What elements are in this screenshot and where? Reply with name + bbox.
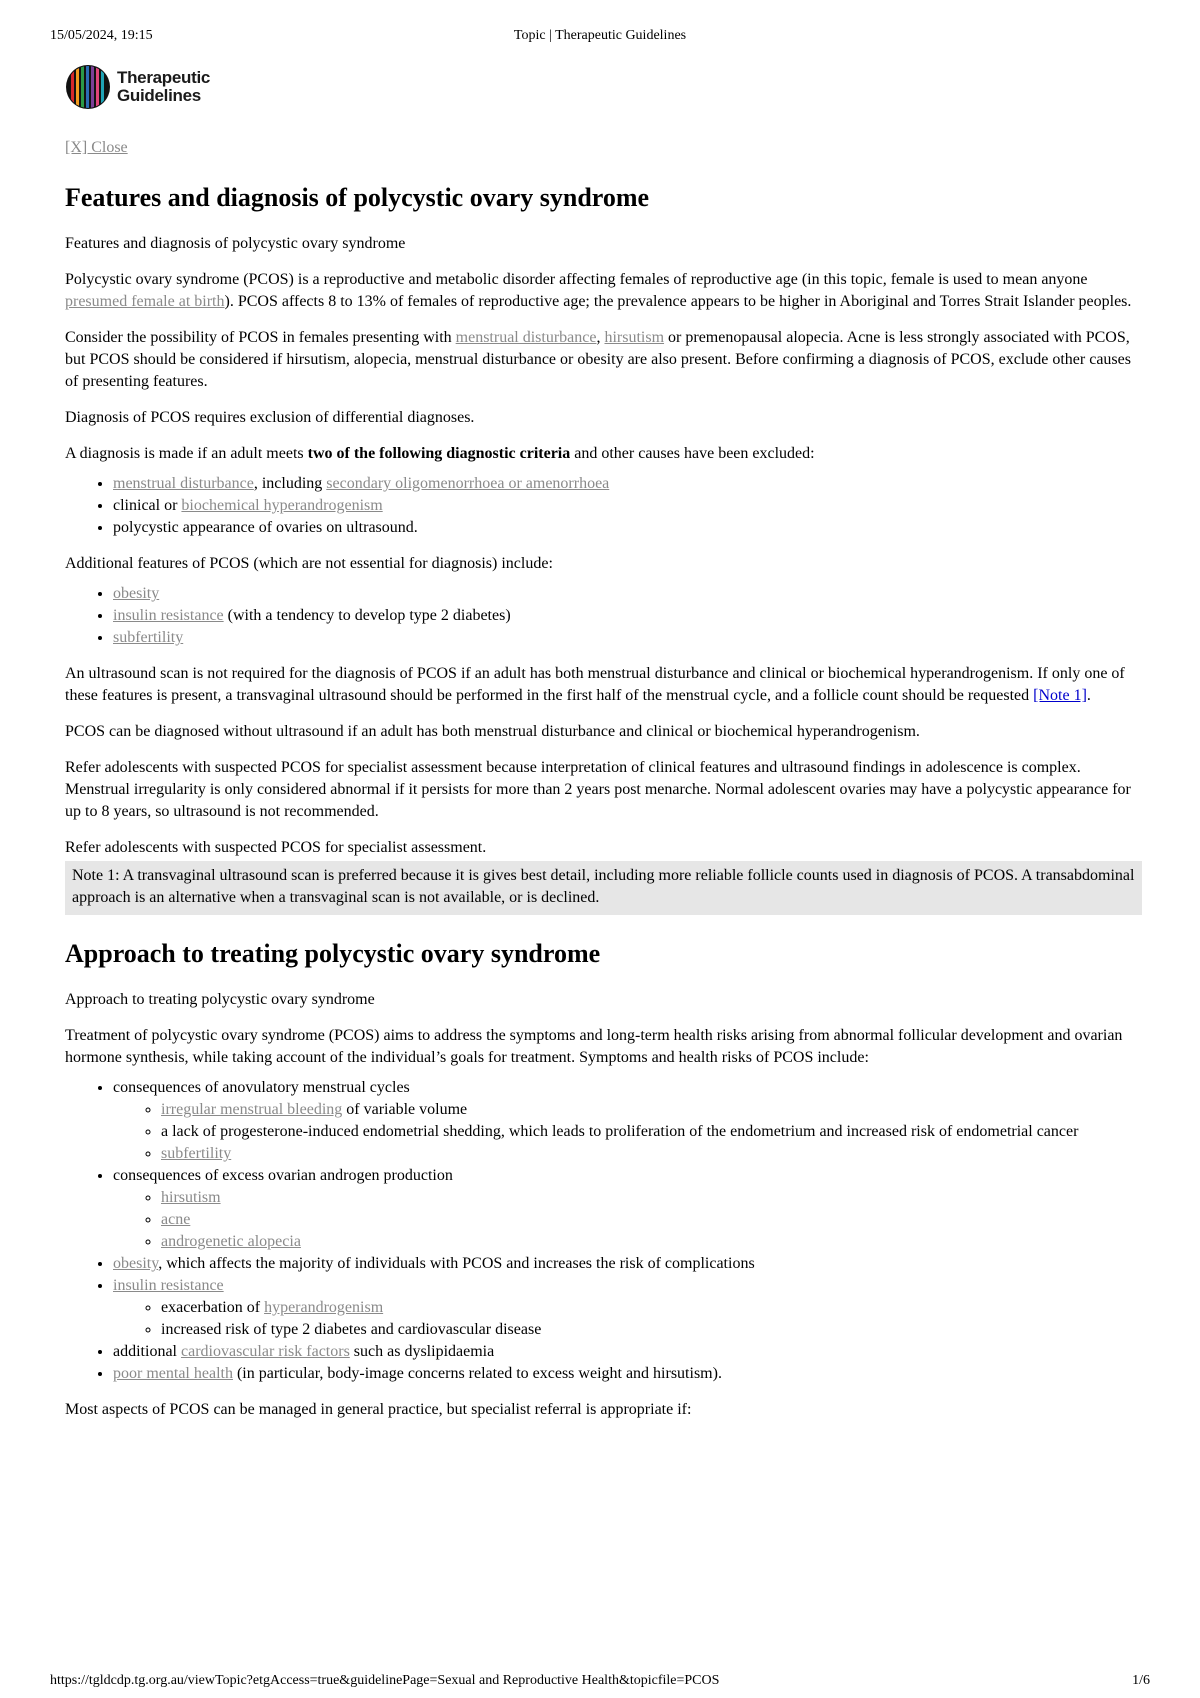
sub-list bbox=[113, 1187, 1142, 1253]
section-subtitle-features: Features and diagnosis of polycystic ovary syndrome bbox=[65, 235, 406, 252]
print-date: 15/05/2024, 19:15 bbox=[50, 28, 153, 43]
paragraph: Additional features of PCOS (which are not essential for diagnosis) include: bbox=[65, 555, 553, 572]
list-item: ◦ increased risk of type 2 diabetes and cardiovascular disease bbox=[161, 1319, 1142, 1341]
additional-features-list bbox=[65, 583, 1142, 649]
note-1-box: Note 1: A transvaginal ultrasound scan is preferred because it is gives best detail, including more reliable follicle counts used in diagnosis of PCOS. A transabdominal approach is an alternative when a transvaginal scan is not available, or is declined. bbox=[65, 861, 1142, 915]
list-item: • additional cardiovascular risk factors such as dyslipidaemia bbox=[113, 1341, 1142, 1363]
list-item bbox=[113, 583, 1142, 605]
list-item bbox=[161, 1187, 1142, 1209]
link-hirsutism[interactable]: hirsutism bbox=[161, 1189, 221, 1206]
list-item: • consequences of anovulatory menstrual cycles ◦ irregular menstrual bleeding of variable volume ◦ a lack of progesterone-induced endometrial shedding, which leads to proliferation of the endometrium and increased risk of endometrial cancer ◦ subfertility bbox=[113, 1077, 1142, 1165]
paragraph: Diagnosis of PCOS requires exclusion of differential diagnoses. bbox=[65, 409, 475, 426]
paragraph: Consider the possibility of PCOS in females presenting with menstrual disturbance, hirsutism or premenopausal alopecia. Acne is less strongly associated with PCOS, but PCOS should be considered if hirsutism, alopecia, menstrual disturbance or obesity are also present. Before confirming a diagnosis of PCOS, exclude other causes of presenting features. bbox=[65, 329, 1131, 390]
list-item: ◦ exacerbation of hyperandrogenism bbox=[161, 1297, 1142, 1319]
link-cardiovascular-risk-factors[interactable]: cardiovascular risk factors bbox=[180, 1343, 350, 1360]
link-subfertility[interactable]: subfertility bbox=[113, 629, 184, 646]
link-hirsutism[interactable]: hirsutism bbox=[604, 329, 665, 346]
list-item: • obesity, which affects the majority of individuals with PCOS and increases the risk of complications bbox=[113, 1253, 1142, 1275]
link-subfertility[interactable]: subfertility bbox=[161, 1145, 232, 1162]
link-hyperandrogenism[interactable]: hyperandrogenism bbox=[264, 1299, 384, 1316]
paragraph: An ultrasound scan is not required for the diagnosis of PCOS if an adult has both menstrual disturbance and clinical or biochemical hyperandrogenism. If only one of these features is present, a transvaginal ultrasound should be performed in the first half of the menstrual cycle, and a follicle count should be requested [Note 1]. bbox=[65, 665, 1125, 704]
list-item: • clinical or biochemical hyperandrogenism bbox=[113, 495, 1142, 517]
list-item: • consequences of excess ovarian androgen production ◦ hirsutism ◦ acne ◦ androgenetic alopecia bbox=[113, 1165, 1142, 1253]
paragraph: PCOS can be diagnosed without ultrasound if an adult has both menstrual disturbance and clinical or biochemical hyperandrogenism. bbox=[65, 723, 920, 740]
print-header bbox=[50, 28, 1150, 50]
list-item bbox=[113, 1275, 1142, 1341]
list-item bbox=[161, 1209, 1142, 1231]
paragraph: Treatment of polycystic ovary syndrome (PCOS) aims to address the symptoms and long-term health risks arising from abnormal follicular development and ovarian hormone synthesis, while taking account of the individual’s goals for treatment. Symptoms and health risks of PCOS include: bbox=[65, 1027, 1123, 1066]
link-biochemical-hyperandrogenism[interactable]: biochemical hyperandrogenism bbox=[181, 497, 383, 514]
note-1-link[interactable]: [Note 1] bbox=[1033, 687, 1087, 704]
logo[interactable] bbox=[65, 62, 1142, 112]
sub-list bbox=[113, 1099, 1142, 1165]
link-obesity[interactable]: obesity bbox=[113, 1255, 159, 1272]
link-poor-mental-health[interactable]: poor mental health bbox=[113, 1365, 233, 1382]
logo-wordmark bbox=[117, 69, 210, 105]
paragraph: Most aspects of PCOS can be managed in general practice, but specialist referral is appropriate if: bbox=[65, 1401, 692, 1418]
link-acne[interactable]: acne bbox=[161, 1211, 191, 1228]
section-subtitle-treatment: Approach to treating polycystic ovary syndrome bbox=[65, 991, 375, 1008]
sub-list bbox=[113, 1297, 1142, 1341]
list-item bbox=[161, 1231, 1142, 1253]
list-item bbox=[161, 1143, 1142, 1165]
link-androgenetic-alopecia[interactable]: androgenetic alopecia bbox=[161, 1233, 301, 1250]
print-url: https://tgldcdp.tg.org.au/viewTopic?etgAccess=true&guidelinePage=Sexual and Reproductive Health&topicfile=PCOS bbox=[50, 1673, 720, 1688]
list-item: • poor mental health (in particular, body-image concerns related to excess weight and hirsutism). bbox=[113, 1363, 1142, 1385]
list-item: ◦ irregular menstrual bleeding of variable volume bbox=[161, 1099, 1142, 1121]
logo-line-2: Guidelines bbox=[117, 86, 201, 105]
list-item: • menstrual disturbance, including secondary oligomenorrhoea or amenorrhoea bbox=[113, 473, 1142, 495]
link-irregular-bleeding[interactable]: irregular menstrual bleeding bbox=[161, 1101, 343, 1118]
symptoms-risks-list bbox=[65, 1077, 1142, 1385]
diagnostic-criteria-list bbox=[65, 473, 1142, 539]
link-menstrual-disturbance[interactable]: menstrual disturbance bbox=[113, 475, 254, 492]
page-number: 1/6 bbox=[1132, 1673, 1150, 1688]
print-footer bbox=[50, 1673, 1150, 1691]
section-heading-features: Features and diagnosis of polycystic ovary syndrome bbox=[65, 183, 650, 212]
paragraph: Refer adolescents with suspected PCOS for specialist assessment because interpretation of clinical features and ultrasound findings in adolescence is complex. Menstrual irregularity is only considered abnormal if it persists for more than 2 years post menarche. Normal adolescent ovaries may have a polycystic appearance for up to 8 years, so ultrasound is not recommended. bbox=[65, 759, 1131, 820]
link-insulin-resistance[interactable]: insulin resistance bbox=[113, 1277, 224, 1294]
link-obesity[interactable]: obesity bbox=[113, 585, 160, 602]
section-heading-treatment: Approach to treating polycystic ovary syndrome bbox=[65, 939, 601, 968]
link-insulin-resistance[interactable]: insulin resistance bbox=[113, 607, 224, 624]
logo-line-1: Therapeutic bbox=[117, 68, 211, 87]
link-menstrual-disturbance[interactable]: menstrual disturbance bbox=[455, 329, 597, 346]
close-link[interactable]: [X] Close bbox=[65, 139, 128, 156]
logo-icon bbox=[65, 64, 111, 110]
list-item: • insulin resistance (with a tendency to develop type 2 diabetes) bbox=[113, 605, 1142, 627]
list-item: ◦ a lack of progesterone-induced endometrial shedding, which leads to proliferation of the endometrium and increased risk of endometrial cancer bbox=[161, 1121, 1142, 1143]
document-content bbox=[65, 62, 1142, 1421]
print-title: Topic | Therapeutic Guidelines bbox=[513, 28, 687, 43]
list-item: • polycystic appearance of ovaries on ultrasound. bbox=[113, 517, 1142, 539]
link-oligomenorrhoea[interactable]: secondary oligomenorrhoea or amenorrhoea bbox=[326, 475, 610, 492]
link-presumed-female[interactable]: presumed female at birth bbox=[65, 293, 225, 310]
list-item bbox=[113, 627, 1142, 649]
paragraph: Refer adolescents with suspected PCOS for specialist assessment. bbox=[65, 839, 487, 856]
paragraph: Polycystic ovary syndrome (PCOS) is a reproductive and metabolic disorder affecting females of reproductive age (in this topic, female is used to mean anyone presumed female at birth). PCOS affects 8 to 13% of females of reproductive age; the prevalence appears to be higher in Aboriginal and Torres Strait Islander peoples. bbox=[65, 271, 1132, 310]
paragraph: A diagnosis is made if an adult meets two of the following diagnostic criteria and other causes have been excluded: bbox=[65, 445, 815, 462]
